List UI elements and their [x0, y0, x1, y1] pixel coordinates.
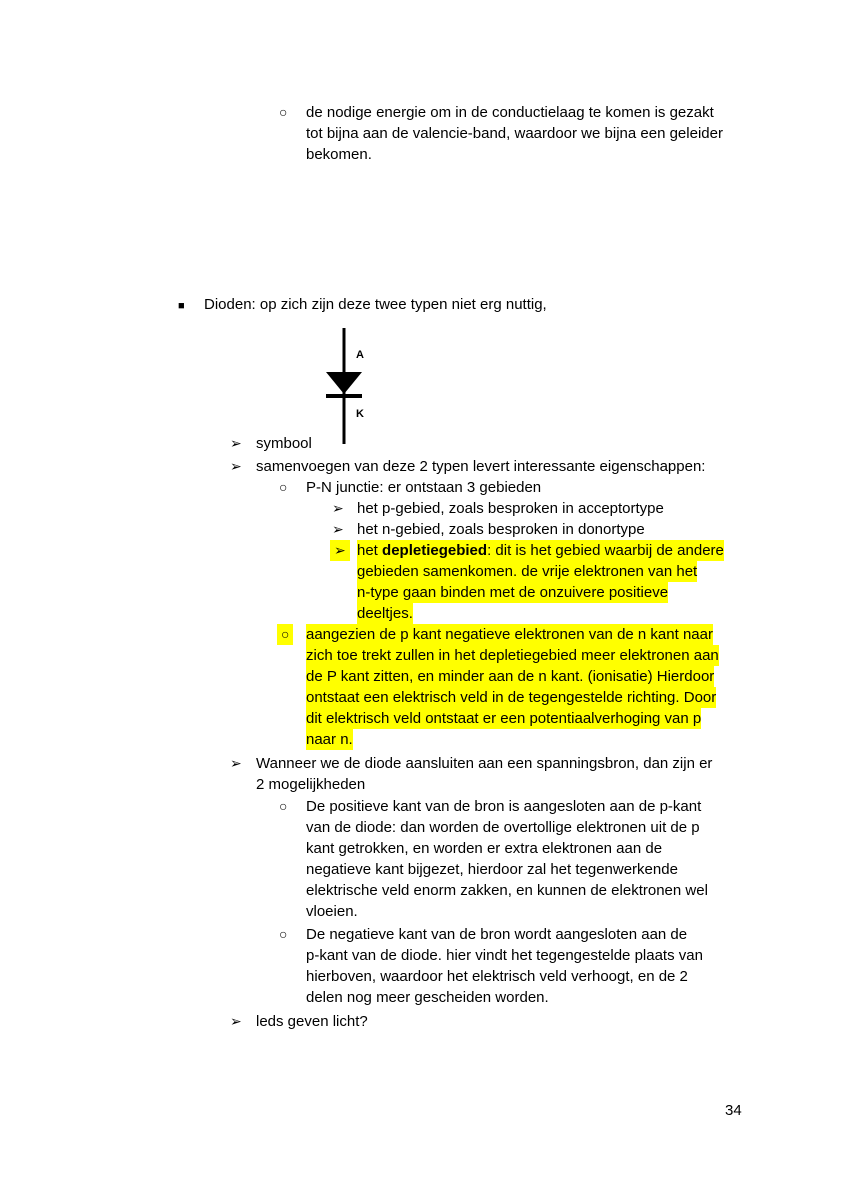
highlighted-text-line: dit elektrisch veld ontstaat er een potentiaalverhoging van p	[306, 710, 702, 727]
circle-bullet: ○	[279, 479, 288, 495]
highlighted-text-line: naar n.	[306, 731, 353, 748]
bold-term: depletiegebied	[382, 542, 488, 559]
highlighted-text-line: het depletiegebied: dit is het gebied waarbij de andere	[357, 542, 724, 559]
arrow-bullet: ➢	[230, 1013, 242, 1029]
highlighted-text-line: deeltjes.	[357, 605, 413, 622]
text-line: de nodige energie om in de conductielaag te komen is gezakt	[306, 104, 714, 121]
text-line: vloeien.	[306, 903, 358, 920]
highlighted-text-line: zich toe trekt zullen in het depletiegebied meer elektronen aan	[306, 647, 719, 664]
highlighted-text-line: ontstaat een elektrisch veld in de tegengestelde richting. Door	[306, 689, 717, 706]
highlighted-text-line: aangezien de p kant negatieve elektronen van de n kant naar	[306, 626, 713, 643]
highlighted-text-line: de P kant zitten, en minder aan de n kant. (ionisatie) Hierdoor	[306, 668, 715, 685]
text-line: p-kant van de diode. hier vindt het tegengestelde plaats van	[306, 947, 703, 964]
arrow-bullet: ➢	[332, 521, 344, 537]
text-line: De negatieve kant van de bron wordt aangesloten aan de	[306, 926, 688, 943]
text-line: negatieve kant bijgezet, hierdoor zal het tegenwerkende	[306, 861, 678, 878]
text-line: samenvoegen van deze 2 typen levert interessante eigenschappen:	[256, 458, 706, 475]
arrow-bullet: ➢	[330, 540, 350, 561]
text-line: bekomen.	[306, 146, 372, 163]
text-line: kant getrokken, en worden er extra elektronen aan de	[306, 840, 663, 857]
circle-bullet: ○	[277, 624, 293, 645]
page-number: 34	[725, 1102, 742, 1119]
text-line: De positieve kant van de bron is aangesloten aan de p-kant	[306, 798, 702, 815]
text-line: Wanneer we de diode aansluiten aan een spanningsbron, dan zijn er	[256, 755, 713, 772]
text-line: het p-gebied, zoals besproken in acceptortype	[357, 500, 664, 517]
text-line: elektrische veld enorm zakken, en kunnen de elektronen wel	[306, 882, 708, 899]
arrow-bullet: ➢	[230, 458, 242, 474]
dioden-heading: Dioden: op zich zijn deze twee typen niet erg nuttig,	[204, 296, 547, 313]
arrow-bullet: ➢	[230, 435, 242, 451]
text-line: delen nog meer gescheiden worden.	[306, 989, 549, 1006]
text-line: van de diode: dan worden de overtollige elektronen uit de p	[306, 819, 700, 836]
circle-bullet: ○	[279, 926, 288, 942]
text-line: symbool	[256, 435, 312, 452]
cathode-label: K	[356, 408, 364, 420]
highlighted-text-line: n-type gaan binden met de onzuivere positieve	[357, 584, 669, 601]
highlighted-text-line: gebieden samenkomen. de vrije elektronen van het	[357, 563, 698, 580]
text-line: P-N junctie: er ontstaan 3 gebieden	[306, 479, 542, 496]
text-line: hierboven, waardoor het elektrisch veld verhoogt, en de 2	[306, 968, 688, 985]
anode-label: A	[356, 349, 364, 361]
circle-bullet: ○	[279, 104, 288, 120]
text-line: leds geven licht?	[256, 1013, 368, 1030]
diode-symbol	[322, 328, 372, 444]
circle-bullet: ○	[279, 798, 288, 814]
text-line: 2 mogelijkheden	[256, 776, 366, 793]
square-bullet: ■	[178, 300, 185, 312]
arrow-bullet: ➢	[230, 755, 242, 771]
text-line: het n-gebied, zoals besproken in donortype	[357, 521, 645, 538]
text-line: tot bijna aan de valencie-band, waardoor we bijna een geleider	[306, 125, 723, 142]
arrow-bullet: ➢	[332, 500, 344, 516]
